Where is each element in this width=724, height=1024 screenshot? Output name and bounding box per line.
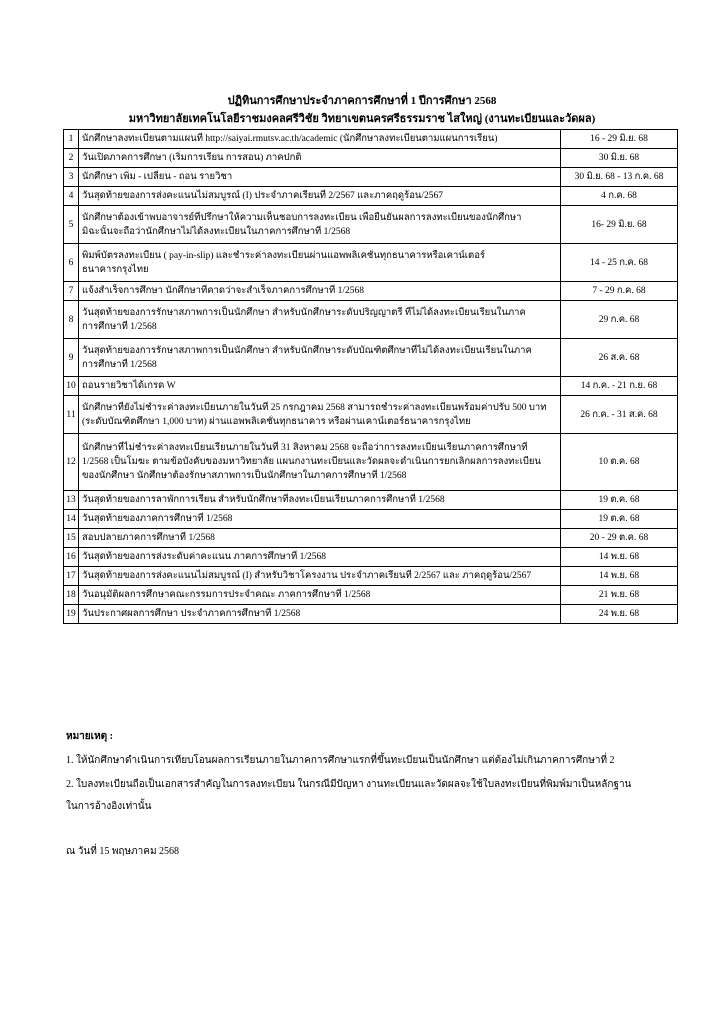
row-number: 2 xyxy=(64,149,79,168)
row-date: 14 พ.ย. 68 xyxy=(561,567,678,586)
row-number: 10 xyxy=(64,377,79,396)
academic-calendar-table xyxy=(63,129,678,624)
row-date: 20 - 29 ต.ค. 68 xyxy=(561,529,678,548)
row-description xyxy=(79,605,561,624)
row-description-line: วันสุดท้ายของการลาพักการเรียน สำหรับนักศึกษาที่ลงทะเบียนเรียนภาคการศึกษาที่ 1/2568 xyxy=(82,495,445,505)
row-date: 21 พ.ย. 68 xyxy=(561,586,678,605)
table-row xyxy=(64,605,678,624)
row-description-line: วันประกาศผลการศึกษา ประจำภาคการศึกษาที่ 1/2568 xyxy=(82,609,301,619)
row-number: 1 xyxy=(64,130,79,149)
notes-section xyxy=(66,730,666,814)
row-date: 29 ก.ค. 68 xyxy=(561,301,678,339)
row-description xyxy=(79,434,561,491)
row-date: 26 ก.ค. - 31 ส.ค. 68 xyxy=(561,396,678,434)
row-number: 5 xyxy=(64,206,79,244)
row-description-line: ของนักศึกษา นักศึกษาต้องรักษาสภาพการเป็นนักศึกษาในภาคการศึกษาที่ 1/2568 xyxy=(82,471,407,481)
table-row xyxy=(64,529,678,548)
row-description xyxy=(79,377,561,396)
document-subtitle: มหาวิทยาลัยเทคโนโลยีราชมงคลศรีวิชัย วิทยาเขตนครศรีธรรมราช ไสใหญ่ (งานทะเบียนและวัดผล) xyxy=(128,113,596,125)
row-date: 10 ต.ค. 68 xyxy=(561,434,678,491)
row-number: 12 xyxy=(64,434,79,491)
row-description xyxy=(79,301,561,339)
row-description-line: การศึกษาที่ 1/2568 xyxy=(82,359,157,370)
row-number: 18 xyxy=(64,586,79,605)
row-description xyxy=(79,206,561,244)
row-description-line: นักศึกษาต้องเข้าพบอาจารย์ที่ปรึกษาให้ความเห็นชอบการลงทะเบียน เพื่อยืนยันผลการลงทะเบียนของนักศึกษา xyxy=(82,212,522,223)
row-number: 14 xyxy=(64,510,79,529)
table-row xyxy=(64,130,678,149)
row-description xyxy=(79,491,561,510)
row-description xyxy=(79,244,561,282)
row-description-line: นักศึกษาที่ไม่ชำระค่าลงทะเบียนเรียนภายในวันที่ 31 สิงหาคม 2568 จะถือว่าการลงทะเบียนเรียนภาคการศึกษาที่ xyxy=(82,443,528,453)
table-row xyxy=(64,168,678,187)
note-1: 1. ให้นักศึกษาดำเนินการเทียบโอนผลการเรียนภายในภาคการศึกษาแรกที่ขึ้นทะเบียนเป็นนักศึกษา แต่ต้องไม่เกินภาคการศึกษาที่ 2 xyxy=(66,755,615,766)
row-description-line: สอบปลายภาคการศึกษาที่ 1/2568 xyxy=(82,533,215,543)
row-number: 17 xyxy=(64,567,79,586)
row-description-line: มิฉะนั้นจะถือว่านักศึกษาไม่ได้ลงทะเบียนในภาคการศึกษาที่ 1/2568 xyxy=(82,226,351,237)
issue-date: ณ วันที่ 15 พฤษภาคม 2568 xyxy=(66,846,180,857)
row-date: 19 ต.ค. 68 xyxy=(561,510,678,529)
table-row xyxy=(64,187,678,206)
row-date: 16 - 29 มิ.ย. 68 xyxy=(561,130,678,149)
row-description-line: 1/2568 เป็นโมฆะ ตามข้อบังคับของมหาวิทยาลัย แผนกงานทะเบียนและวัดผลจะดำเนินการยกเลิกผลการลงทะเบียน xyxy=(82,457,541,467)
row-description-line: การศึกษาที่ 1/2568 xyxy=(82,321,157,332)
row-description xyxy=(79,586,561,605)
row-description-line: พิมพ์บัตรลงทะเบียน ( pay-in-slip) และชำระค่าลงทะเบียนผ่านแอพพลิเคชั่นทุกธนาคารหรือเคาน์เตอร์ xyxy=(82,250,486,261)
row-date: 30 มิ.ย. 68 xyxy=(561,149,678,168)
row-description xyxy=(79,396,561,434)
row-description xyxy=(79,149,561,168)
table-row xyxy=(64,301,678,339)
row-description-line: วันอนุมัติผลการศึกษาคณะกรรมการประจำคณะ ภาคการศึกษาที่ 1/2568 xyxy=(82,590,371,600)
table-row xyxy=(64,206,678,244)
table-row xyxy=(64,377,678,396)
table-row xyxy=(64,149,678,168)
table-row xyxy=(64,396,678,434)
table-row xyxy=(64,567,678,586)
row-date: 7 - 29 ก.ค. 68 xyxy=(561,282,678,301)
row-description xyxy=(79,130,561,149)
table-row xyxy=(64,339,678,377)
row-description xyxy=(79,282,561,301)
row-description xyxy=(79,529,561,548)
row-description-line: นักศึกษาที่ยังไม่ชำระค่าลงทะเบียนภายในวันที่ 25 กรกฎาคม 2568 สามารถชำระค่าลงทะเบียนพร้อมค่าปรับ 500 บาท xyxy=(82,402,547,413)
row-number: 16 xyxy=(64,548,79,567)
row-description xyxy=(79,187,561,206)
row-number: 9 xyxy=(64,339,79,377)
row-number: 6 xyxy=(64,244,79,282)
row-description xyxy=(79,548,561,567)
table-row xyxy=(64,548,678,567)
table-row xyxy=(64,434,678,491)
row-description-line: วันสุดท้ายของการส่งคะแนนไม่สมบูรณ์ (I) สำหรับวิชาโครงงาน ประจำภาคเรียนที่ 2/2567 และ ภาคฤดูร้อน/2567 xyxy=(82,571,532,581)
row-description xyxy=(79,567,561,586)
table-row xyxy=(64,586,678,605)
row-description xyxy=(79,510,561,529)
row-description-line: ธนาคารกรุงไทย xyxy=(82,264,149,275)
row-number: 8 xyxy=(64,301,79,339)
row-number: 11 xyxy=(64,396,79,434)
row-description-line: แจ้งสำเร็จการศึกษา นักศึกษาที่คาดว่าจะสำเร็จภาคการศึกษาที่ 1/2568 xyxy=(82,286,364,296)
notes-header: หมายเหตุ : xyxy=(66,731,113,742)
row-number: 19 xyxy=(64,605,79,624)
row-date: 26 ส.ค. 68 xyxy=(561,339,678,377)
note-2-continued: ในการอ้างอิงเท่านั้น xyxy=(66,801,152,812)
row-date: 16- 29 มิ.ย. 68 xyxy=(561,206,678,244)
table-row xyxy=(64,491,678,510)
row-number: 7 xyxy=(64,282,79,301)
calendar-table-body xyxy=(64,130,678,624)
row-number: 13 xyxy=(64,491,79,510)
row-date: 14 พ.ย. 68 xyxy=(561,548,678,567)
row-description-line: นักศึกษาลงทะเบียนตามแผนที่ http://saiyai.rmutsv.ac.th/academic (นักศึกษาลงทะเบียนตามแผนการเรียน) xyxy=(82,134,498,144)
note-2: 2. ใบลงทะเบียนถือเป็นเอกสารสำคัญในการลงทะเบียน ในกรณีมีปัญหา งานทะเบียนและวัดผลจะใช้ใบลงทะเบียนที่พิมพ์มาเป็นหลักฐาน xyxy=(66,779,632,790)
row-description-line: วันสุดท้ายของการส่งระดับค่าคะแนน ภาคการศึกษาที่ 1/2568 xyxy=(82,552,327,562)
document-title: ปฏิทินการศึกษาประจำภาคการศึกษาที่ 1 ปีการศึกษา 2568 xyxy=(227,95,497,107)
row-date: 14 - 25 ก.ค. 68 xyxy=(561,244,678,282)
row-date: 4 ก.ค. 68 xyxy=(561,187,678,206)
row-date: 14 ก.ค. - 21 ก.ย. 68 xyxy=(561,377,678,396)
table-row xyxy=(64,282,678,301)
row-description xyxy=(79,339,561,377)
table-row xyxy=(64,244,678,282)
row-date: 19 ต.ค. 68 xyxy=(561,491,678,510)
row-description-line: วันสุดท้ายของการรักษาสภาพการเป็นนักศึกษา สำหรับนักศึกษาระดับปริญญาตรี ที่ไม่ได้ลงทะเบียนเรียนในภาค xyxy=(82,307,526,318)
row-description-line: วันสุดท้ายของภาคการศึกษาที่ 1/2568 xyxy=(82,514,233,524)
row-date: 24 พ.ย. 68 xyxy=(561,605,678,624)
row-number: 15 xyxy=(64,529,79,548)
row-description-line: ถอนรายวิชาได้เกรด W xyxy=(82,381,176,391)
row-description-line: วันสุดท้ายของการส่งคะแนนไม่สมบูรณ์ (I) ประจำภาคเรียนที่ 2/2567 และภาคฤดูร้อน/2567 xyxy=(82,191,444,201)
row-description-line: วันเปิดภาคการศึกษา (เริ่มการเรียน การสอน) ภาคปกติ xyxy=(82,153,302,163)
row-description-line: นักศึกษา เพิ่ม - เปลี่ยน - ถอน รายวิชา xyxy=(82,172,233,182)
row-description-line: (ระดับบัณฑิตศึกษา 1,000 บาท) ผ่านแอพพลิเคชั่นทุกธนาคาร หรือผ่านเคาน์เตอร์ธนาคารกรุงไทย xyxy=(82,416,471,427)
row-number: 3 xyxy=(64,168,79,187)
row-description xyxy=(79,168,561,187)
table-row xyxy=(64,510,678,529)
row-description-line: วันสุดท้ายของการรักษาสภาพการเป็นนักศึกษา สำหรับนักศึกษาระดับบัณฑิตศึกษาที่ไม่ได้ลงทะเบียนเรียนในภาค xyxy=(82,345,532,356)
row-number: 4 xyxy=(64,187,79,206)
row-date: 30 มิ.ย. 68 - 13 ก.ค. 68 xyxy=(561,168,678,187)
